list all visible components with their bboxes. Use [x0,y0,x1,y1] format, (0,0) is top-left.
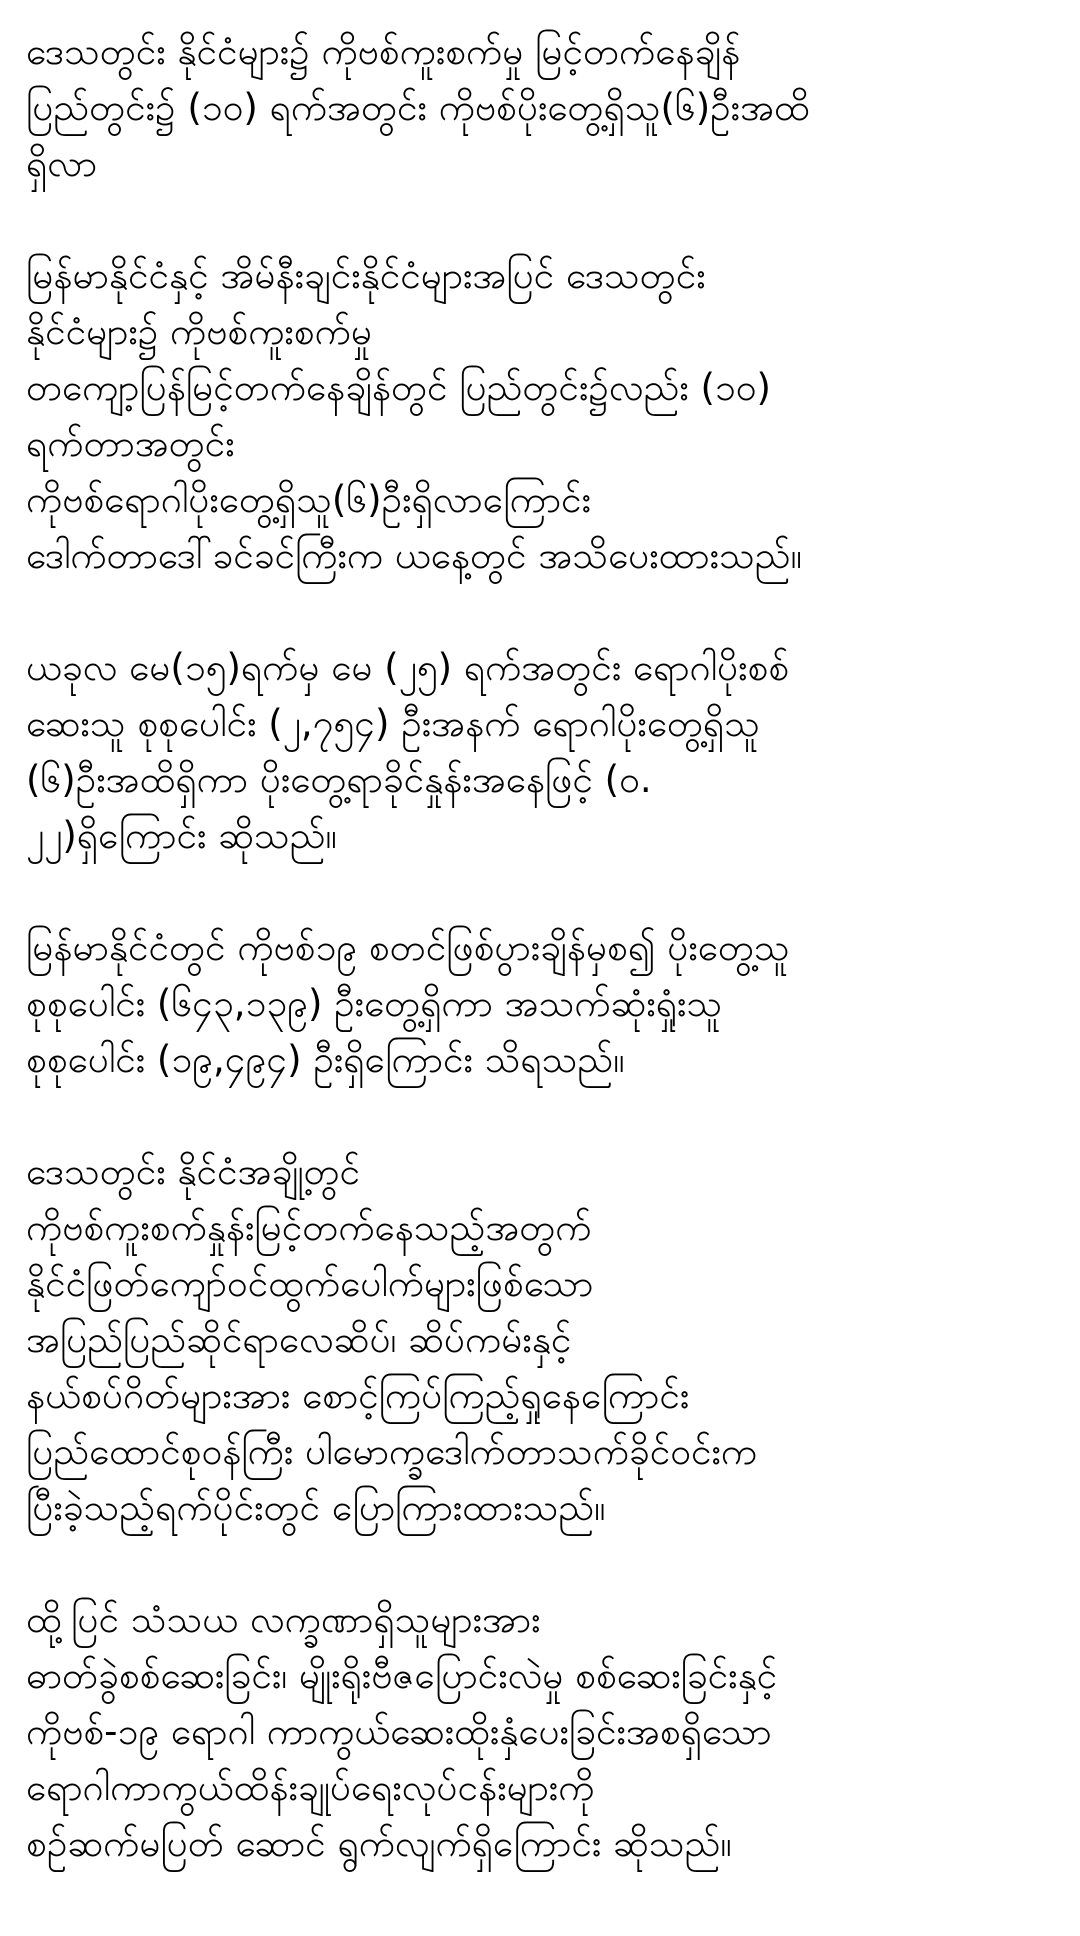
text-line: ရှိလာ [26,142,98,185]
article-paragraph [26,1144,1052,1536]
article-paragraph [26,640,1052,864]
text-line: မြန်မာနိုင်ငံတွင် ကိုဗစ်၁၉ စတင်ဖြစ်ပွားချိန်မှစ၍ ပိုးတွေ့သူ [26,926,790,969]
text-line: ဓာတ်ခွဲစစ်ဆေးခြင်း၊ မျိုးရိုးဗီဇပြောင်းလဲမှု စစ်ဆေးခြင်းနှင့် [26,1654,778,1697]
text-line: ရက်တာအတွင်း [26,422,235,465]
text-line: ထို့ပြင် သံသယ လက္ခဏာရှိသူများအား [26,1598,541,1641]
text-line: ဆေးသူ စုစုပေါင်း (၂,၇၅၄) ဦးအနက် ရောဂါပိုးတွေ့ရှိသူ [26,702,760,745]
text-line: ဒေါက်တာဒေါ်ခင်ခင်ကြီးက ယနေ့တွင် အသိပေးထားသည်။ [26,534,802,577]
article-headline [26,24,1052,192]
text-line: ကိုဗစ်ရောဂါပိုးတွေ့ရှိသူ(၆)ဦးရှိလာကြောင်း [26,478,591,521]
article-paragraph [26,920,1052,1088]
text-line: စုစုပေါင်း (၁၉,၄၉၄) ဦးရှိကြောင်း သိရသည်။ [26,1038,625,1081]
text-line: နယ်စပ်ဂိတ်များအား စောင့်ကြပ်ကြည့်ရှုနေကြောင်း [26,1374,690,1417]
text-line: ပြည်တွင်း၌ (၁၀) ရက်အတွင်း ကိုဗစ်ပိုးတွေ့ရှိသူ(၆)ဦးအထိ [26,86,810,129]
text-line: ကိုဗစ်ကူးစက်နှုန်းမြင့်တက်နေသည့်အတွက် [26,1206,592,1249]
text-line: ၂၂)ရှိကြောင်း ဆိုသည်။ [26,814,337,857]
text-line: ဒေသတွင်း နိုင်ငံများ၌ ကိုဗစ်ကူးစက်မှု မြင့်တက်နေချိန် [26,30,741,73]
text-line: စဉ်ဆက်မပြတ် ဆောင် ရွက်လျက်ရှိကြောင်း ဆိုသည်။ [26,1822,732,1865]
text-line: နိုင်ငံများ၌ ကိုဗစ်ကူးစက်မှု [26,310,372,353]
text-line: အပြည်ပြည်ဆိုင်ရာလေဆိပ်၊ ဆိပ်ကမ်းနှင့် [26,1318,572,1361]
text-line: မြန်မာနိုင်ငံနှင့် အိမ်နီးချင်းနိုင်ငံများအပြင် ဒေသတွင်း [26,254,706,297]
text-line: ပြည်ထောင်စုဝန်ကြီး ပါမောက္ခဒေါက်တာသက်ခိုင်ဝင်းက [26,1430,758,1473]
article-paragraph [26,248,1052,584]
text-line: နိုင်ငံဖြတ်ကျော်ဝင်ထွက်ပေါက်များဖြစ်သော [26,1262,594,1305]
text-line: ယခုလ မေ(၁၅)ရက်မှ မေ (၂၅) ရက်အတွင်း ရောဂါပိုးစစ် [26,646,790,689]
text-line: (၆)ဦးအထိရှိကာ ပိုးတွေ့ရာခိုင်နှုန်းအနေဖြင့် (၀. [26,758,652,801]
text-line: ဒေသတွင်း နိုင်ငံအချို့တွင် [26,1150,361,1193]
text-line: တကျော့ပြန်မြင့်တက်နေချိန်တွင် ပြည်တွင်း၌လည်း (၁၀) [26,366,771,409]
text-line: ကိုဗစ်-၁၉ ရောဂါ ကာကွယ်ဆေးထိုးနှံပေးခြင်းအစရှိသော [26,1710,772,1753]
text-line: စုစုပေါင်း (၆၄၃,၁၃၉) ဦးတွေ့ရှိကာ အသက်ဆုံးရှုံးသူ [26,982,723,1025]
article-paragraph [26,1592,1052,1872]
text-line: ပြီးခဲ့သည့်ရက်ပိုင်းတွင် ပြောကြားထားသည်။ [26,1486,606,1529]
text-line: ရောဂါကာကွယ်ထိန်းချုပ်ရေးလုပ်ငန်းများကို [26,1766,595,1809]
